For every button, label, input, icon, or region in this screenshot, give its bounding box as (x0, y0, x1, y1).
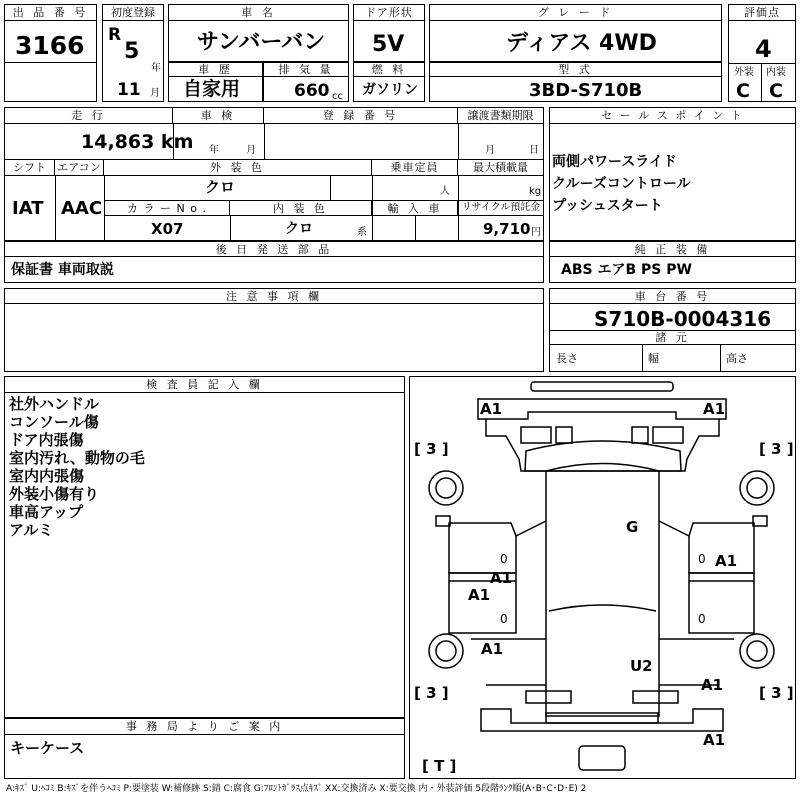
later-parts-box (4, 241, 544, 283)
grade-label: グ レ ー ド (430, 5, 721, 21)
model-code-box (429, 62, 722, 102)
interior-color: クロ (285, 221, 313, 237)
mark-door-right: A1 (715, 552, 738, 570)
specs-label: 諸 元 (550, 331, 795, 345)
inspection-month-unit: 月 (246, 145, 256, 156)
first-registration-label: 初度登録 (103, 5, 163, 21)
registration-number-label: 登 録 番 号 (264, 108, 458, 124)
spare-tire (579, 746, 625, 770)
vehicle-details-box (4, 107, 544, 241)
score-box (728, 4, 796, 102)
sales-point-item: プッシュスタート (552, 198, 663, 214)
car-name-box (168, 4, 349, 62)
capacity-label: 乗車定員 (372, 160, 458, 176)
lot-number-label: 出 品 番 号 (5, 5, 96, 21)
registration-month: 11 (117, 80, 141, 100)
tire-rear-left (429, 634, 463, 668)
inspector-note-item: コンソール傷 (9, 413, 99, 431)
inspector-notes-label: 検 査 員 記 入 欄 (5, 377, 404, 393)
transfer-day-unit: 日 (529, 145, 539, 156)
color-number: X07 (151, 220, 184, 238)
import-label: 輸 入 車 (373, 201, 458, 216)
windshield (525, 441, 681, 471)
notes-box (4, 288, 544, 372)
inspector-note-item: 室内内張傷 (9, 467, 85, 485)
inspector-note-item: 外装小傷有り (9, 485, 100, 503)
mark-zero-b: 0 (698, 552, 706, 566)
interior-color-suffix: 系 (357, 227, 367, 238)
mark-front-right: A1 (703, 400, 726, 418)
office-notice-label: 事 務 局 よ り ご 案 内 (5, 719, 404, 735)
displacement-unit: cc (332, 91, 343, 102)
recycle-fee: 9,710 (483, 220, 531, 238)
door-type-label: ドア形状 (354, 5, 424, 21)
mark-back: A1 (703, 731, 726, 749)
mileage-label: 走 行 (5, 108, 173, 124)
model-code: 3BD-S710B (529, 80, 643, 101)
front-bumper (531, 382, 673, 391)
shift: IAT (12, 198, 44, 219)
displacement-box (263, 62, 349, 102)
recycle-fee-unit: 円 (531, 227, 541, 238)
standard-equipment: ABS エアB PS PW (561, 262, 692, 278)
standard-equipment-label: 純 正 装 備 (550, 242, 795, 257)
inspector-note-item: 車高アップ (9, 503, 83, 521)
mark-mid-left: A1 (490, 569, 513, 587)
capacity-unit: 人 (440, 186, 450, 197)
history: 自家用 (183, 78, 241, 100)
displacement: 660 (294, 81, 330, 101)
grade: ディアス 4WD (506, 31, 657, 56)
shift-label: シフト (5, 160, 55, 176)
mark-tire-rear-left: [ 3 ] (414, 684, 449, 702)
history-box (168, 62, 263, 102)
notes-label: 注 意 事 項 欄 (5, 289, 543, 304)
year-unit: 年 (151, 63, 161, 74)
sales-point-item: クルーズコントロール (552, 176, 691, 192)
sales-points-list (552, 151, 691, 217)
aircon-label: エアコン (55, 160, 104, 176)
exterior-color-label: 外 装 色 (104, 160, 372, 176)
tire-front-left (429, 471, 463, 505)
transfer-deadline-label: 譲渡書類期限 (458, 108, 543, 124)
later-parts: 保証書 車両取説 (11, 262, 114, 278)
mark-tire-rear-right: [ 3 ] (759, 684, 794, 702)
era-label: R (108, 25, 122, 45)
exterior-color: クロ (205, 178, 236, 196)
inspection-year-unit: 年 (209, 145, 219, 156)
mark-front-left: A1 (480, 400, 503, 418)
month-unit: 月 (150, 88, 160, 99)
mark-zero-a: 0 (500, 552, 508, 566)
lot-number-box (4, 4, 97, 102)
inspector-notes-box (4, 376, 405, 718)
spec-height-label: 高さ (726, 352, 748, 365)
chassis-box (549, 288, 796, 372)
mark-tire-front-left: [ 3 ] (414, 440, 449, 458)
registration-year: 5 (124, 39, 140, 64)
lot-number: 3166 (15, 31, 85, 60)
mark-roof: U2 (630, 657, 653, 675)
sales-point-item: 両側パワースライド (552, 154, 677, 170)
sales-points-label: セ ー ル ス ポ イ ン ト (550, 108, 795, 124)
first-registration-box (102, 4, 164, 102)
color-number-label: カ ラ ー N o . (105, 201, 230, 216)
mark-trunk: [ T ] (422, 757, 457, 775)
spec-width-label: 幅 (648, 352, 659, 365)
mark-rear-right: A1 (701, 676, 724, 694)
car-name: サンバーバン (197, 30, 326, 55)
fuel: ガソリン (362, 82, 418, 98)
max-load-unit: kg (529, 186, 542, 197)
history-label: 車 歴 (169, 63, 262, 77)
mileage: 14,863 km (81, 131, 194, 153)
later-parts-label: 後 日 発 送 部 品 (5, 242, 543, 257)
standard-equipment-box (549, 241, 796, 283)
inspector-note-item: 社外ハンドル (9, 395, 100, 413)
interior-score: C (769, 80, 783, 102)
interior-score-label: 内装 (766, 67, 786, 78)
car-diagram (410, 377, 795, 778)
displacement-label: 排 気 量 (264, 63, 348, 77)
inspection-label: 車 検 (173, 108, 264, 124)
model-code-label: 型 式 (430, 63, 721, 77)
inspector-note-item: アルミ (9, 521, 54, 539)
fuel-label: 燃 料 (354, 63, 424, 77)
mark-zero-d: 0 (698, 612, 706, 626)
inspector-notes-list (9, 395, 145, 539)
mark-tire-front-right: [ 3 ] (759, 440, 794, 458)
office-notice: キーケース (10, 739, 85, 757)
mark-zero-c: 0 (500, 612, 508, 626)
mark-door-left: A1 (468, 586, 491, 604)
overall-score: 4 (755, 35, 772, 63)
aircon: AAC (61, 198, 103, 219)
door-type-box (353, 4, 425, 62)
legend: A:ｷｽﾞ U:ﾍｺﾐ B:ｷｽﾞを伴うﾍｺﾐ P:要塗装 W:補修跡 S:錆 C:腐食 G:ﾌﾛﾝﾄｶﾞﾗｽ点ｷｽﾞ XX:交換済み X:要交換 内・外装評価 5段階ﾗﾝｸ順(A･B･C･D･E) 2 (6, 784, 587, 794)
front-section (478, 399, 726, 419)
transfer-month-unit: 月 (485, 145, 495, 156)
car-name-label: 車 名 (169, 5, 348, 21)
spec-length-label: 長さ (556, 352, 578, 365)
sales-points-box (549, 107, 796, 241)
max-load-label: 最大積載量 (458, 160, 543, 176)
tire-rear-right (740, 634, 774, 668)
chassis-label: 車 台 番 号 (550, 289, 795, 304)
chassis-number: S710B-0004316 (594, 307, 772, 331)
exterior-score-label: 外装 (734, 67, 754, 78)
score-label: 評価点 (729, 5, 795, 21)
exterior-score: C (736, 80, 750, 102)
grade-box (429, 4, 722, 62)
tire-front-right (740, 471, 774, 505)
interior-color-label: 内 装 色 (230, 201, 372, 216)
fuel-box (353, 62, 425, 102)
inspector-note-item: 室内汚れ、動物の毛 (9, 449, 145, 467)
recycle-fee-label: リサイクル預託金 (459, 201, 543, 216)
roof (546, 471, 659, 716)
office-notice-box (4, 718, 405, 779)
mark-rear-left: A1 (481, 640, 504, 658)
damage-diagram-box (409, 376, 796, 779)
door-type: 5V (372, 32, 405, 57)
mark-windshield: G (626, 518, 639, 536)
inspector-note-item: ドア内張傷 (9, 431, 84, 449)
